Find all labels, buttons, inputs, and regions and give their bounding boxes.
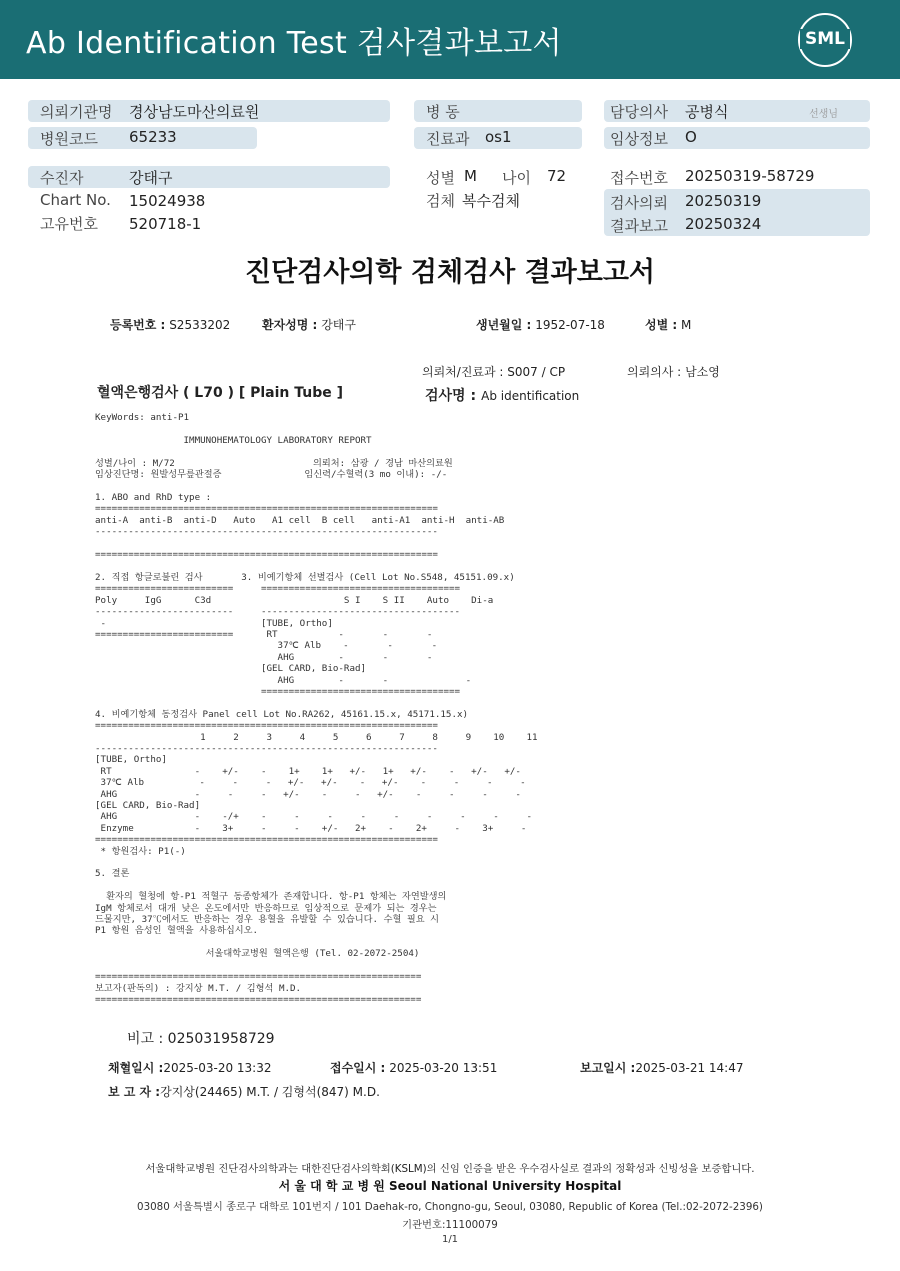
- pname-label: 환자성명 :: [262, 318, 318, 332]
- sex-label: 성별: [426, 169, 455, 187]
- reg-row: [110, 316, 230, 333]
- footer-address: 03080 서울특별시 종로구 대학로 101번지 / 101 Daehak-ro, Chongno-gu, Seoul, 03080, Republic of Korea (Tel.:02-2072-2396): [137, 1201, 763, 1213]
- uid-label: 고유번호: [40, 215, 98, 233]
- report-value: 20250324: [685, 215, 762, 233]
- chart-value: 15024938: [129, 192, 206, 210]
- pname-row: [262, 316, 356, 333]
- hospcode-value: 65233: [129, 128, 177, 146]
- dob-label: 생년월일 :: [476, 318, 532, 332]
- lab-report-body: IMMUNOHEMATOLOGY LABORATORY REPORT 성별/나이 : M/72 의뢰처: 삼광 / 경남 마산의료원 임상진단명: 원발성무릎관절증 임신력/수혈력(3 mo 이내): -/- 1. ABO and RhD type : ============================================================== anti-A anti-B anti-D Auto A1 cell B cell anti-A1 anti-H anti-AB -------------------------------------------------------------- ============================================================== 2. 직접 항글로불린 검사 3. 비예기항체 선별검사 (Cell Lot No.S548, 45151.09.x) ========================= ==================================== Poly IgG C3d S I S II Auto Di-a ------------------------- ------------------------------------ - [TUBE, Ortho] ========================= RT - - - 37℃ Alb - - - AHG - - - [GEL CARD, Bio-Rad] AHG - - - ==================================== 4. 비예기항체 동정검사 Panel cell Lot No.RA262, 45161.15.x, 45171.15.x) ============================================================== 1 2 3 4 5 6 7 8 9 10 11 -------------------------------------------------------------- [TUBE, Ortho] RT - +/- - 1+ 1+ +/- 1+ +/- - +/- +/- 37℃ Alb - - - +/- +/- - +/- - - - - AHG - - - +/- - - +/- - - - - [GEL CARD, Bio-Rad] AHG - -/+ - - - - - - - - - Enzyme - 3+ - - +/- 2+ - 2+ - 3+ - ============================================================== * 항원검사: P1(-) 5. 결론 환자의 혈청에 항-P1 적혈구 동종항체가 존재합니다. 항-P1 항체는 자연발생의 IgM 항체로서 대개 낮은 온도에서만 반응하므로 임상적으로 문제가 되는 경우는 드물지만, 37℃에서도 반응하는 경우 용혈을 유발할 수 있습니다. 수혈 필요 시 P1 항원 음성인 혈액을 사용하십시오. 서울대학교병원 혈액은행 (Tel. 02-2072-2504) =========================================================== 보고자(판독의) : 강지상 M.T. / 김형석 M.D. ===========================================================: [95, 435, 538, 1005]
- age-value: 72: [547, 167, 567, 185]
- dob-row: [476, 316, 605, 333]
- testname-row: [425, 385, 579, 405]
- reporter-label: 보 고 자 :: [108, 1085, 161, 1099]
- clinical-label: 임상정보: [610, 130, 668, 148]
- report-title: 진단검사의학 검체검사 결과보고서: [244, 257, 656, 288]
- dept-value: os1: [485, 128, 512, 146]
- rep-value: 2025-03-21 14:47: [635, 1061, 744, 1075]
- rdept-label: 의뢰처/진료과 :: [422, 365, 504, 379]
- sml-logo: [798, 13, 852, 67]
- keywords-line: KeyWords: anti-P1: [95, 412, 190, 423]
- clinical-value: O: [685, 128, 697, 146]
- reporter-value: 강지상(24465) M.T. / 김형석(847) M.D.: [160, 1085, 380, 1099]
- receipt-value: 20250319-58729: [685, 167, 815, 185]
- page-title: Ab Identification Test 검사결과보고서: [26, 26, 562, 61]
- reqdoc-value: 남소영: [685, 365, 720, 379]
- doctor-suffix: 선생님: [809, 109, 838, 120]
- reqdoc-label: 의뢰의사 :: [627, 365, 682, 379]
- note-row: [127, 1028, 275, 1048]
- patient-label: 수진자: [40, 169, 84, 187]
- reg-label: 등록번호 :: [110, 318, 166, 332]
- inst-label: 의뢰기관명: [40, 103, 113, 121]
- inst-value: 경상남도마산의료원: [129, 103, 260, 121]
- reg-value: S2533202: [169, 318, 231, 332]
- rsex-row: [645, 316, 691, 333]
- footer-certification: 서울대학교병원 진단검사의학과는 대한진단검사의학회(KSLM)의 신임 인증을 받은 우수검사실로 결과의 정확성과 신빙성을 보증합니다.: [145, 1163, 755, 1175]
- footer-institution-no: 기관번호:11100079: [402, 1219, 498, 1231]
- pname-value: 강태구: [321, 318, 356, 332]
- chart-label: Chart No.: [40, 191, 111, 209]
- note-value: 025031958729: [167, 1031, 275, 1047]
- reporter-row: [108, 1083, 380, 1100]
- age-label: 나이: [502, 169, 531, 187]
- doctor-value: 공병식: [685, 103, 729, 121]
- test-group: 혈액은행검사 ( L70 ) [ Plain Tube ]: [97, 385, 344, 401]
- report-label: 결과보고: [610, 217, 668, 235]
- header-bar: [0, 0, 900, 79]
- collect-label: 채혈일시 :: [108, 1061, 164, 1075]
- recv-row: [330, 1059, 497, 1076]
- testname-label: 검사명 :: [425, 388, 477, 404]
- dob-value: 1952-07-18: [535, 318, 605, 332]
- specimen-value: 복수검체: [462, 192, 520, 210]
- ward-label: 병 동: [426, 103, 460, 121]
- rsex-value: M: [681, 318, 692, 332]
- note-label: 비고 :: [127, 1031, 164, 1047]
- rep-row: [580, 1059, 744, 1076]
- sex-value: M: [464, 167, 477, 185]
- receipt-label: 접수번호: [610, 169, 668, 187]
- uid-value: 520718-1: [129, 215, 202, 233]
- rdept-value: S007 / CP: [507, 365, 566, 379]
- specimen-label: 검체: [426, 192, 455, 210]
- recv-value: 2025-03-20 13:51: [389, 1061, 498, 1075]
- collect-value: 2025-03-20 13:32: [163, 1061, 272, 1075]
- page-number: 1/1: [441, 1234, 459, 1245]
- rdept-row: [422, 363, 565, 380]
- dept-label: 진료과: [426, 130, 470, 148]
- doctor-label: 담당의사: [610, 103, 668, 121]
- request-value: 20250319: [685, 192, 762, 210]
- rep-label: 보고일시 :: [580, 1061, 636, 1075]
- testname-value: Ab identification: [481, 389, 580, 403]
- recv-label: 접수일시 :: [330, 1061, 386, 1075]
- collect-row: [108, 1059, 272, 1076]
- patient-value: 강태구: [129, 169, 173, 187]
- hospcode-label: 병원코드: [40, 130, 98, 148]
- logo-text: SML: [800, 29, 850, 49]
- request-label: 검사의뢰: [610, 194, 668, 212]
- footer-hospital-name: 서 울 대 학 교 병 원 Seoul National University Hospital: [278, 1179, 622, 1193]
- rsex-label: 성별 :: [645, 318, 678, 332]
- reqdoc-row: [627, 363, 720, 380]
